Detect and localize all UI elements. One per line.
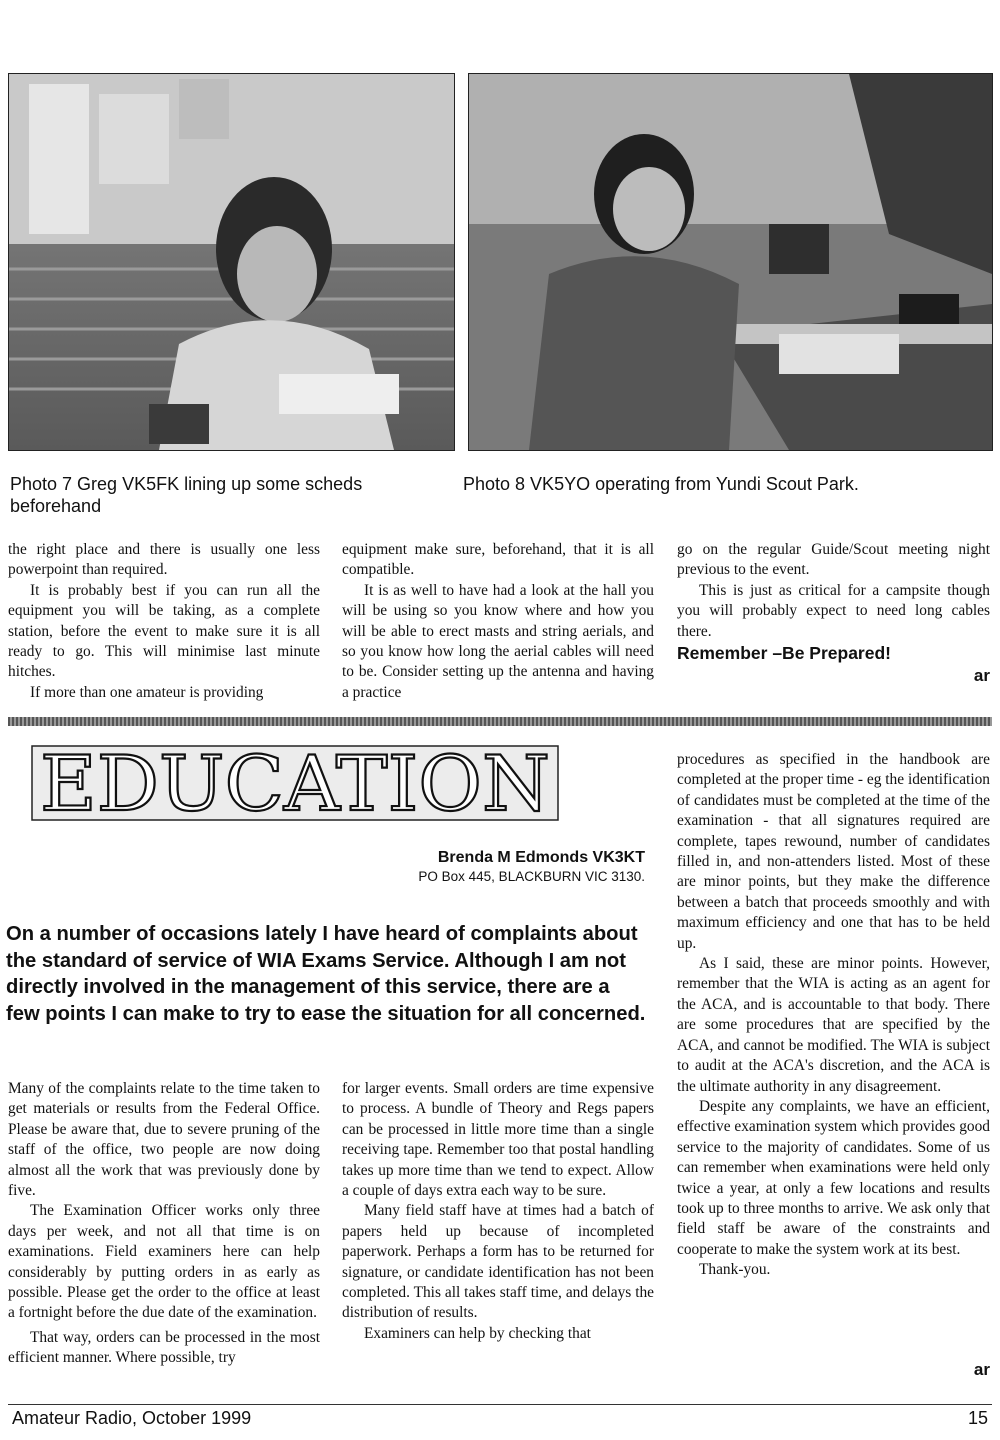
paragraph: As I said, these are minor points. However, remember that the WIA is acting as an agent for the ACA, and is accountable to that body. There are some procedures that are specified by the ACA, and cannot be modified. The WIA is subject to audit at the ACA's discretion, and the ACA is the ultimate authority in any disagreement. — [677, 955, 990, 1095]
education-end-mark: ar — [973, 1360, 990, 1379]
author-name: Brenda M Edmonds VK3KT — [437, 849, 645, 866]
paragraph: equipment make sure, beforehand, that it is all compatible. — [342, 541, 654, 579]
top-article-column-2 — [342, 540, 654, 703]
paragraph: Many field staff have at times had a batch of papers held up because of incompleted paperwork. Perhaps a form has to be returned for signature, or candidate identification has not been completed. This all takes staff time, and delays the distribution of results. — [342, 1202, 654, 1322]
education-banner-title: EDUCATION — [40, 739, 550, 823]
section-divider — [8, 717, 992, 726]
paragraph: the right place and there is usually one less powerpoint than required. — [8, 541, 320, 579]
photo-8-caption: Photo 8 VK5YO operating from Yundi Scout Park. — [463, 474, 859, 494]
top-article-column-3 — [677, 540, 990, 663]
paragraph: That way, orders can be processed in the most efficient manner. Where possible, try — [8, 1328, 320, 1367]
top-article-end-mark: ar — [973, 666, 990, 685]
paragraph: Examiners can help by checking that — [364, 1324, 591, 1342]
paragraph: procedures as specified in the handbook are completed at the proper time - eg the identification of candidates must be completed at the time of the examination - that all signatures required are complete, tapes rewound, number of candidates filled in, and non-attenders listed. Most of these are minor points, but they make the difference between a batch that proceeds smoothly and with maximum efficiency and one that has to be held up. — [677, 751, 990, 952]
paragraph: If more than one amateur is providing — [30, 683, 264, 701]
paragraph: go on the regular Guide/Scout meeting night previous to the event. — [677, 541, 990, 579]
paragraph: The Examination Officer works only three days per week, and not all that time is on examinations. Field examiners here can help considerably by putting orders in as early as possible. Please get the order to the office at least a fortnight before the due date of the examination. — [8, 1202, 320, 1322]
education-intro: On a number of occasions lately I have heard of complaints about the standard of service of WIA Exams Service. Although I am not directly involved in the management of this service, there are a few points I can make to try to ease the situation for all concerned. — [6, 923, 646, 1025]
paragraph: for larger events. Small orders are time expensive to process. A bundle of Theory and Regs papers can be processed in little more time than a single receiving tape. Remember too that postal handling takes up more time than we tend to expect. Allow a couple of days extra each way to be sure. — [342, 1080, 654, 1200]
top-article-column-1 — [8, 540, 320, 703]
page-number: 15 — [967, 1408, 988, 1428]
education-column-2 — [342, 1079, 654, 1344]
paragraph: It is probably best if you can run all the equipment you will be taking, as a complete station, before the event to make sure it is all ready to go. This will minimise last minute hitches. — [8, 581, 320, 681]
footer-publication: Amateur Radio, October 1999 — [12, 1408, 252, 1428]
paragraph: It is as well to have had a look at the hall you will be using so you know where and how you will be able to erect masts and string aerials, and so you know how long the aerial cables will need to be. Consider setting up the antenna and having a practice — [342, 581, 654, 701]
author-block — [418, 848, 645, 886]
paragraph: This is just as critical for a campsite though you will probably expect to need long cables there. — [677, 581, 990, 640]
photo-7 — [8, 73, 455, 451]
paragraph: Thank-you. — [699, 1261, 771, 1279]
author-address: PO Box 445, BLACKBURN VIC 3130. — [418, 869, 645, 884]
paragraph: Many of the complaints relate to the time taken to get materials or results from the Federal Office. Please be aware that, due to severe pruning of the staff of the office, two people are now doing almost all the work that was previously done by five. — [8, 1080, 320, 1200]
photo-7-caption: Photo 7 Greg VK5FK lining up some scheds beforehand — [10, 474, 363, 516]
education-column-1 — [8, 1079, 320, 1369]
education-banner — [30, 738, 560, 823]
paragraph: Despite any complaints, we have an efficient, effective examination system which provides good service to the majority of candidates. Some of us can remember when examinations were held only twice a year, at only a few locations and results took up to three months to arrive. We ask only that field staff be aware of the constraints and cooperate to make the system work at its best. — [677, 1097, 991, 1258]
education-column-3 — [677, 750, 990, 1281]
photo-8 — [468, 73, 993, 451]
remember-heading: Remember –Be Prepared! — [677, 643, 891, 664]
footer-rule — [8, 1404, 992, 1405]
